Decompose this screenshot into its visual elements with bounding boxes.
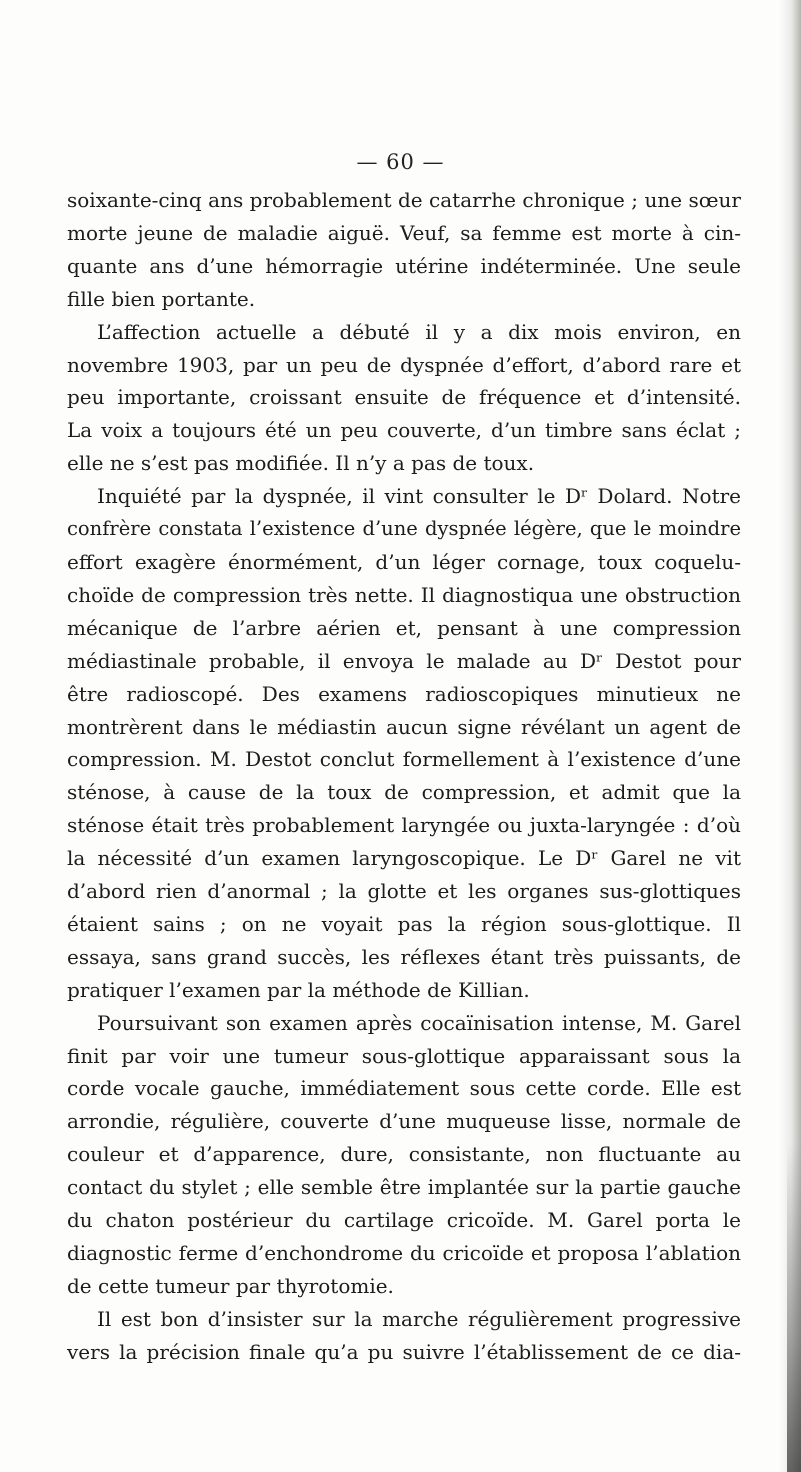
text-line: compression. M. Destot conclut formellement à l’existence d’une <box>67 747 741 772</box>
body-text <box>67 184 741 1369</box>
text-line: peu importante, croissant ensuite de fréquence et d’intensité. <box>67 385 741 410</box>
text-line: diagnostic ferme d’enchondrome du cricoïde et proposa l’ablation <box>67 1241 741 1265</box>
text-line: vers la précision finale qu’a pu suivre l’établissement de ce dia- <box>67 1339 741 1364</box>
text-line: Inquiété par la dyspnée, il vint consulter le Dʳ Dolard. Notre <box>97 484 741 509</box>
text-line: du chaton postérieur du cartilage cricoïde. M. Garel porta le <box>67 1208 741 1233</box>
text-line: soixante-cinq ans probablement de catarrhe chronique ; une sœur <box>67 188 741 212</box>
text-line: la nécessité d’un examen laryngoscopique. Le Dʳ Garel ne vit <box>67 846 741 871</box>
text-line: de cette tumeur par thyrotomie. <box>67 1273 394 1298</box>
text-line: finit par voir une tumeur sous-glottique apparaissant sous la <box>67 1043 741 1068</box>
text-line: La voix a toujours été un peu couverte, d’un timbre sans éclat ; <box>67 418 741 443</box>
text-line: effort exagère énormément, d’un léger cornage, toux coquelu- <box>67 549 741 574</box>
text-line: elle ne s’est pas modifiée. Il n’y a pas de toux. <box>67 451 535 476</box>
text-line: corde vocale gauche, immédiatement sous cette corde. Elle est <box>67 1076 741 1101</box>
text-line: pratiquer l’examen par la méthode de Killian. <box>67 977 530 1002</box>
text-line: morte jeune de maladie aiguë. Veuf, sa femme est morte à cin- <box>67 220 741 245</box>
text-line: mécanique de l’arbre aérien et, pensant à une compression <box>67 615 741 640</box>
text-line: quante ans d’une hémorragie utérine indéterminée. Une seule <box>67 253 741 278</box>
text-line: fille bien portante. <box>67 286 256 311</box>
text-line: confrère constata l’existence d’une dyspnée légère, que le moindre <box>67 517 741 541</box>
text-line: d’abord rien d’anormal ; la glotte et les organes sus-glottiques <box>67 879 741 904</box>
text-line: sténose était très probablement laryngée ou juxta-laryngée : d’où <box>67 813 741 838</box>
page-number: — 60 — <box>356 150 445 174</box>
text-line: montrèrent dans le médiastin aucun signe révélant un agent de <box>67 714 741 739</box>
text-line: être radioscopé. Des examens radioscopiques minutieux ne <box>67 681 741 706</box>
text-line: novembre 1903, par un peu de dyspnée d’effort, d’abord rare et <box>67 352 741 377</box>
text-line: étaient sains ; on ne voyait pas la région sous-glottique. Il <box>67 911 741 936</box>
page-corner-shadow <box>787 1142 801 1472</box>
text-line: choïde de compression très nette. Il diagnostiqua une obstruction <box>67 582 741 607</box>
text-line: contact du stylet ; elle semble être implantée sur la partie gauche <box>67 1175 741 1200</box>
text-line: arrondie, régulière, couverte d’une muqueuse lisse, normale de <box>67 1109 741 1134</box>
text-line: Poursuivant son examen après cocaïnisation intense, M. Garel <box>97 1010 741 1035</box>
text-line: Il est bon d’insister sur la marche régulièrement progressive <box>97 1306 741 1331</box>
text-line: sténose, à cause de la toux de compression, et admit que la <box>67 780 741 805</box>
text-line: essaya, sans grand succès, les réflexes étant très puissants, de <box>67 944 741 969</box>
text-line: médiastinale probable, il envoya le malade au Dʳ Destot pour <box>67 648 741 673</box>
text-line: couleur et d’apparence, dure, consistante, non fluctuante au <box>67 1142 741 1167</box>
text-line: L’affection actuelle a débuté il y a dix mois environ, en <box>97 319 741 344</box>
